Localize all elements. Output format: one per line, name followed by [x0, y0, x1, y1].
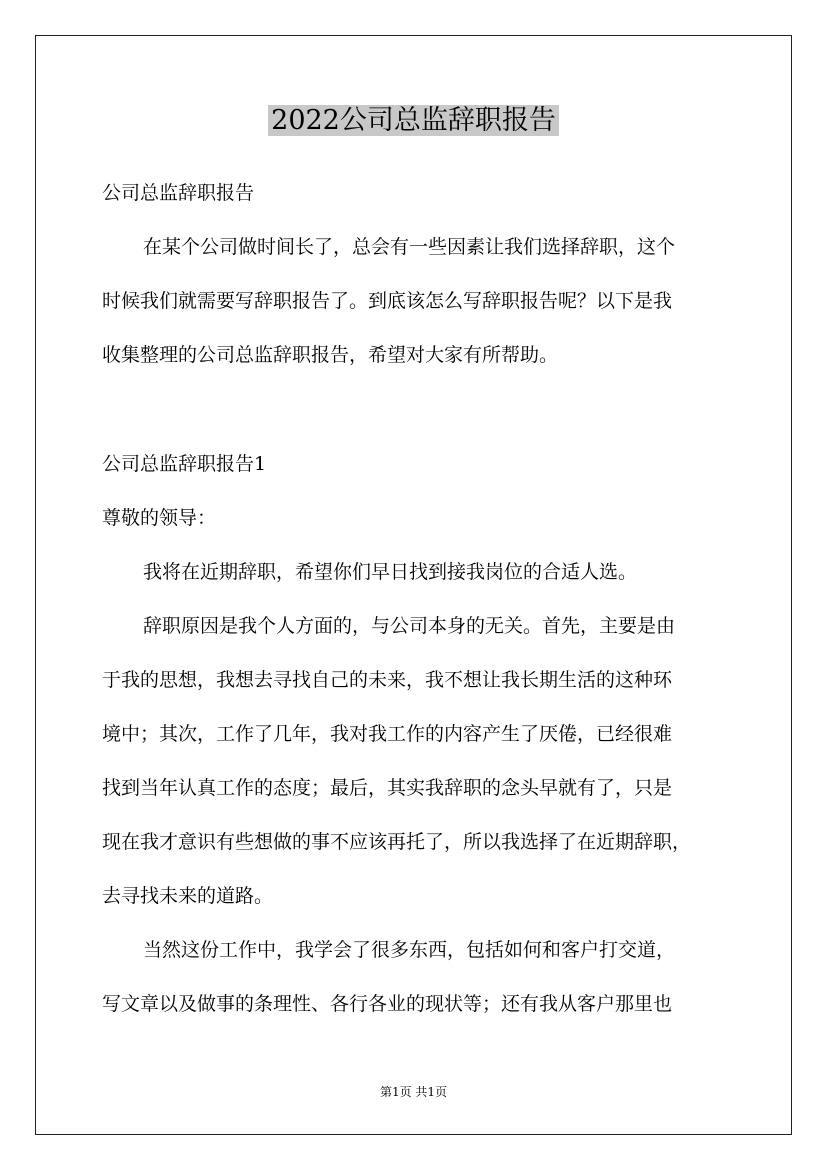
paragraph-line: 辞职原因是我个人方面的，与公司本身的无关。首先，主要是由 — [143, 615, 676, 637]
section-heading — [102, 437, 742, 491]
paragraph-line: 去寻找未来的道路。 — [102, 885, 274, 907]
subtitle-text: 公司总监辞职报告 — [102, 182, 255, 204]
paragraph-line: 我将在近期辞职，希望你们早日找到接我岗位的合适人选。 — [143, 561, 638, 583]
intro-line: 时候我们就需要写辞职报告了。到底该怎么写辞职报告呢？以下是我 — [102, 290, 673, 312]
paragraph-line: 境中；其次，工作了几年，我对我工作的内容产生了厌倦，已经很难 — [102, 723, 673, 745]
paragraph-1 — [102, 545, 742, 599]
paragraph-line: 写文章以及做事的条理性、各行各业的现状等；还有我从客户那里也 — [102, 993, 673, 1015]
paragraph-line: 于我的思想，我想去寻找自己的未来，我不想让我长期生活的这种环 — [102, 669, 673, 691]
paragraph-3 — [102, 923, 742, 1031]
paragraph-line: 当然这份工作中，我学会了很多东西，包括如何和客户打交道， — [143, 939, 676, 961]
paragraph-line: 现在我才意识有些想做的事不应该再托了，所以我选择了在近期辞职， — [102, 831, 692, 853]
section-heading-text: 公司总监辞职报告1 — [102, 453, 267, 475]
intro-paragraph — [102, 220, 742, 382]
document-subtitle — [102, 166, 742, 220]
salutation — [102, 491, 742, 545]
intro-line: 收集整理的公司总监辞职报告，希望对大家有所帮助。 — [102, 344, 559, 366]
document-title: 2022公司总监辞职报告 — [0, 103, 827, 139]
paragraph-line: 找到当年认真工作的态度；最后，其实我辞职的念头早就有了，只是 — [102, 777, 673, 799]
page-footer: 第1页 共1页 — [379, 1085, 448, 1099]
intro-line: 在某个公司做时间长了，总会有一些因素让我们选择辞职，这个 — [143, 236, 676, 258]
paragraph-2 — [102, 599, 742, 923]
salutation-text: 尊敬的领导： — [102, 507, 217, 529]
